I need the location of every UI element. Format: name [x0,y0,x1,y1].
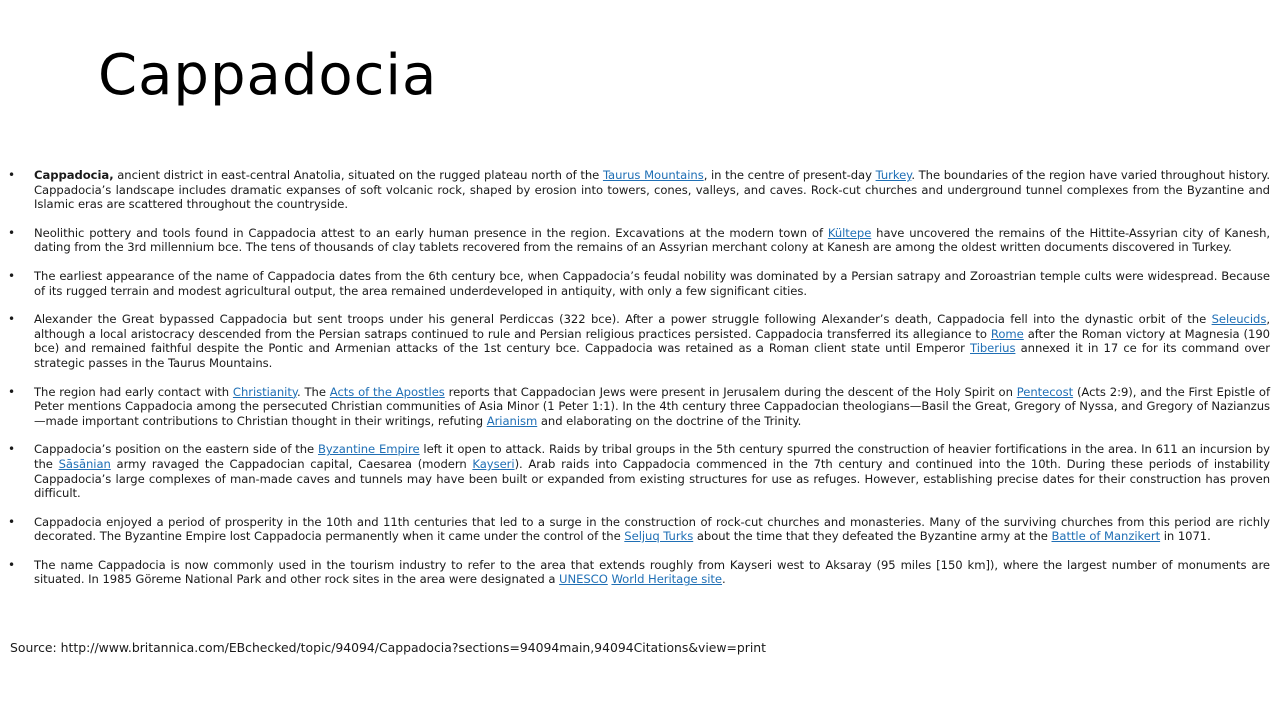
inline-link[interactable]: Christianity [232,384,297,399]
bullet-text: The region had early contact with [34,384,233,399]
bullet-text: Cappadocia enjoyed a period of prosperity in the 10th and 11th centuries that led to a surge in the construction of rock-cut churches and monasteries. Many of the surviving churches from this period are richly decorated. The Byzantine Empire lost Cappadocia permanently when it came under the control of the [34,514,1270,544]
bullet-item [34,385,1270,429]
inline-link[interactable]: World Heritage site [611,572,723,587]
bullet-item [34,269,1270,298]
bullet-text: army ravaged the Cappadocian capital, Caesarea (modern [110,456,473,471]
bold-term: Cappadocia, [34,168,114,182]
bullet-text: . The [296,384,330,399]
bullet-text: annexed it in 17 ce for its command over strategic passes in the Taurus Mountains. [34,341,1270,370]
bullet-item [34,226,1270,255]
bullet-item [34,558,1270,587]
bullet-text: after the Roman victory at Magnesia (190 bce) and remained faithful despite the Pontic and Armenian attacks of the 1st century bce. Cappadocia was retained as a Roman client state until Emperor [34,326,1271,356]
bullet-text: . The boundaries of the region have varied throughout history. Cappadocia’s landscape includes dramatic expanses of soft volcanic rock, shaped by erosion into towers, cones, valleys, and caves. Rock-cut churches and underground tunnel complexes from the Byzantine and Islamic eras are scattered throughout the countryside. [34,168,1270,212]
bullet-item [34,312,1270,370]
inline-link[interactable]: Rome [990,326,1024,341]
bullet-text: left it open to attack. Raids by tribal groups in the 5th century spurred the construction of heavier fortifications in the area. In 611 an incursion by the [34,442,1270,471]
inline-link[interactable]: Byzantine Empire [317,442,420,457]
inline-link[interactable]: Battle of Manzikert [1051,529,1161,544]
bullet-text: Neolithic pottery and tools found in Cappadocia attest to an early human presence in the region. Excavations at the modern town of [34,225,828,240]
bullet-text: reports that Cappadocian Jews were present in Jerusalem during the descent of the Holy Spirit on [444,384,1017,399]
inline-link[interactable]: Acts of the Apostles [329,384,445,399]
bullet-item [34,168,1270,212]
inline-link[interactable]: Kültepe [827,225,872,240]
bullet-text: Alexander the Great bypassed Cappadocia but sent troops under his general Perdiccas (322 bce). After a power struggle following Alexander’s death, Cappadocia fell into the dynastic orbit of the [34,312,1212,327]
source-citation: Source: http://www.britannica.com/EBchecked/topic/94094/Cappadocia?sections=94094main,94094Citations&view=print [10,640,767,655]
bullet-text: in 1071. [1160,529,1211,544]
bullet-text: about the time that they defeated the Byzantine army at the [693,529,1052,544]
slide-title: Cappadocia [98,43,438,108]
inline-link[interactable]: Tiberius [970,341,1016,356]
bullet-text: The earliest appearance of the name of Cappadocia dates from the 6th century bce, when Cappadocia’s feudal nobility was dominated by a Persian satrapy and Zoroastrian temple cults were widespread. Because of its rugged terrain and modest agricultural output, the area remained underdeveloped in antiquity, with only a few significant cities. [34,268,1270,298]
bullet-text: ). Arab raids into Cappadocia commenced in the 7th century and continued into the 10th. During these periods of instability Cappadocia’s large complexes of man-made caves and tunnels may have been built or expanded from existing structures for use as refuges. However, establishing precise dates for their construction has proven difficult. [34,456,1270,501]
bullet-text: Cappadocia’s position on the eastern side of the [34,442,318,457]
bullet-text: . [722,572,726,587]
inline-link[interactable]: Turkey [875,168,912,182]
inline-link[interactable]: UNESCO [559,572,608,587]
inline-link[interactable]: Pentecost [1016,384,1074,399]
inline-link[interactable]: Sāsānian [58,456,111,471]
bullet-text: , in the centre of present-day [703,168,876,182]
slide-content [0,168,1270,601]
bullet-text: (Acts 2:9), and the First Epistle of Peter mentions Cappadocia among the persecuted Christian communities of Asia Minor (1 Peter 1:1). In the 4th century three Cappadocian theologians—Basil the Great, Gregory of Nyssa, and Gregory of Nazianzus—made important contributions to Christian thought in their writings, refuting [34,384,1270,428]
bullet-text: ancient district in east-central Anatolia, situated on the rugged plateau north of the [113,168,603,182]
bullet-item [34,515,1270,544]
inline-link[interactable]: Seleucids [1211,312,1267,327]
bullet-item [34,442,1270,500]
inline-link[interactable]: Taurus Mountains [602,168,704,182]
inline-link[interactable]: Arianism [486,413,538,428]
inline-link[interactable]: Kayseri [472,456,515,471]
bullet-text: The name Cappadocia is now commonly used in the tourism industry to refer to the area that extends roughly from Kayseri west to Aksaray (95 miles [150 km]), where the largest number of monuments are situated. In 1985 Göreme National Park and other rock sites in the area were designated a [34,557,1270,587]
inline-link[interactable]: Seljuq Turks [624,529,694,544]
bullet-text: have uncovered the remains of the Hittite-Assyrian city of Kanesh, dating from the 3rd millennium bce. The tens of thousands of clay tablets recovered from the remains of an Assyrian merchant colony at Kanesh are among the oldest written documents discovered in Turkey. [34,225,1271,255]
bullet-text: and elaborating on the doctrine of the Trinity. [537,413,802,428]
bullet-text: , although a local aristocracy descended from the Persian satraps continued to rule and Persian religious practices persisted. Cappadocia transferred its allegiance to [34,312,1270,341]
bullet-list [0,168,1270,587]
